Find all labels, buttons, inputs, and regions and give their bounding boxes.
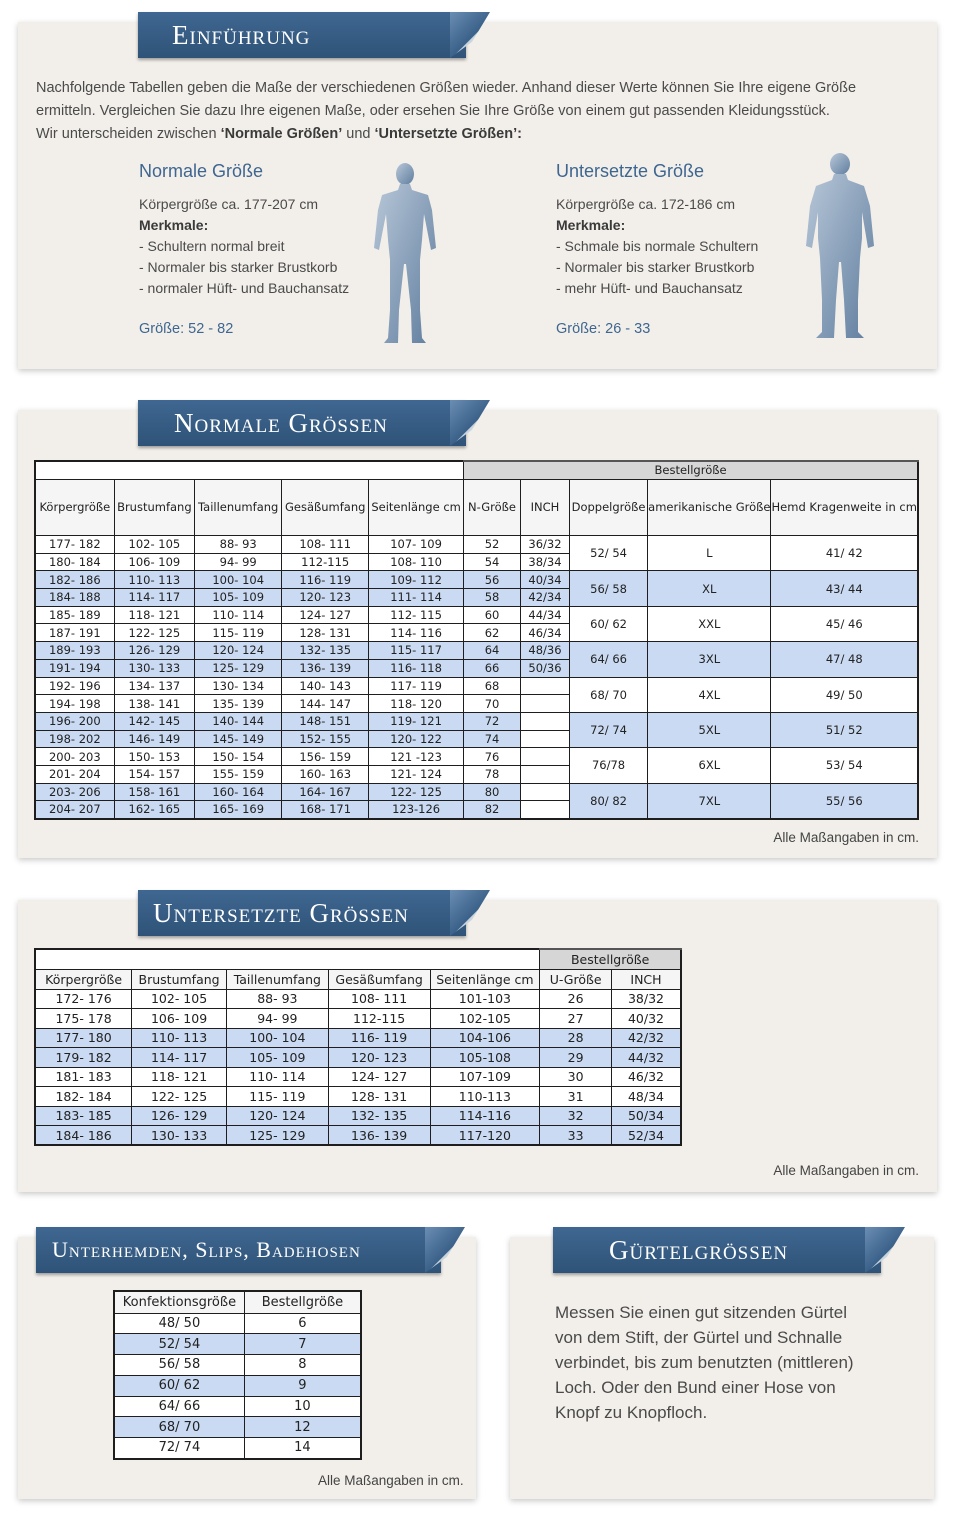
table-cell: 180- 184 [35, 553, 114, 571]
table-row [35, 748, 918, 766]
table-header-spacer [35, 949, 540, 969]
table-cell: 124- 127 [328, 1067, 430, 1087]
column-header: Taillenumfang [226, 969, 328, 989]
table-cell: 105-108 [430, 1048, 540, 1068]
table-cell: 106- 109 [114, 553, 194, 571]
underwear-note: Alle Maßangaben in cm. [318, 1473, 464, 1488]
table-cell [520, 783, 569, 801]
table-cell: 112- 115 [369, 606, 464, 624]
table-cell: 109- 112 [369, 571, 464, 589]
under-body-figure-icon [792, 150, 888, 345]
table-cell: 8 [244, 1355, 361, 1376]
table-cell: 49/ 50 [771, 677, 918, 712]
normal-feature-2: - Normaler bis starker Brustkorb [139, 259, 338, 275]
table-cell: 182- 184 [35, 1087, 132, 1107]
table-cell: 112-115 [282, 553, 369, 571]
table-cell: 29 [540, 1048, 612, 1068]
table-cell: 119- 121 [369, 712, 464, 730]
column-header: Seitenlänge cm [430, 969, 540, 989]
table-cell: 48/34 [611, 1087, 681, 1107]
table-cell: 125- 129 [195, 659, 282, 677]
table-cell [520, 765, 569, 783]
table-cell: 154- 157 [114, 765, 194, 783]
table-cell: 60/ 62 [569, 606, 647, 641]
table-cell: 140- 143 [282, 677, 369, 695]
table-cell: 117- 119 [369, 677, 464, 695]
normal-sizes-banner [138, 400, 466, 446]
table-cell: 118- 121 [132, 1067, 227, 1087]
table-cell: 165- 169 [195, 801, 282, 819]
table-cell: 102-105 [430, 1009, 540, 1029]
table-row [35, 606, 918, 624]
table-cell: 72 [464, 712, 521, 730]
under-size-range: Größe: 26 - 33 [556, 321, 651, 337]
table-cell: 122- 125 [132, 1087, 227, 1107]
table-cell: 140- 144 [195, 712, 282, 730]
table-cell: 76/78 [569, 748, 647, 783]
table-cell: 130- 134 [195, 677, 282, 695]
table-cell: 9 [244, 1375, 361, 1396]
table-cell [520, 730, 569, 748]
table-cell: 116- 118 [369, 659, 464, 677]
table-row [35, 677, 918, 695]
table-cell: 58 [464, 589, 521, 607]
intro-under-emphasis: ‘Untersetzte Größen’: [374, 126, 522, 142]
table-row [35, 536, 918, 554]
table-row [35, 989, 681, 1009]
normal-size-range: Größe: 52 - 82 [139, 321, 234, 337]
table-cell: 110- 114 [226, 1067, 328, 1087]
table-cell [520, 695, 569, 713]
table-cell: 6XL [648, 748, 771, 783]
table-cell: 118- 120 [369, 695, 464, 713]
table-cell: 156- 159 [282, 748, 369, 766]
table-cell: 43/ 44 [771, 571, 918, 606]
table-cell: 120- 124 [195, 642, 282, 660]
table-cell: 134- 137 [114, 677, 194, 695]
normal-feature-3: - normaler Hüft- und Bauchansatz [139, 280, 350, 296]
table-cell: XL [648, 571, 771, 606]
table-row [114, 1375, 361, 1396]
under-feature-2: - Normaler bis starker Brustkorb [556, 259, 755, 275]
table-cell: 44/32 [611, 1048, 681, 1068]
under-sizes-banner-title: Untersetzte Grössen [153, 898, 409, 928]
intro-paragraph-1: Nachfolgende Tabellen geben die Maße der verschiedenen Größen wieder. Anhand dieser Werte können Sie Ihre eigene Größe ermitteln. Vergleichen Sie dazu Ihre eigenen Maße, oder ersehen Sie Ihre Größe von einem gut passenden Kleidungsstück. [36, 80, 857, 119]
table-cell: 78 [464, 765, 521, 783]
table-row [35, 783, 918, 801]
table-cell: 74 [464, 730, 521, 748]
table-cell: 117-120 [430, 1126, 540, 1146]
table-cell: 31 [540, 1087, 612, 1107]
column-header: Körpergröße [35, 969, 132, 989]
table-cell: 203- 206 [35, 783, 114, 801]
table-cell: 46/34 [520, 624, 569, 642]
table-cell: 56/ 58 [569, 571, 647, 606]
table-cell: 30 [540, 1067, 612, 1087]
table-cell: 120- 123 [282, 589, 369, 607]
table-cell: 108- 111 [328, 989, 430, 1009]
table-cell: 120- 123 [328, 1048, 430, 1068]
intro-banner [138, 12, 466, 58]
table-cell: 64 [464, 642, 521, 660]
table-cell: 28 [540, 1028, 612, 1048]
normal-feature-1: - Schultern normal breit [139, 238, 285, 254]
table-cell: 64/ 66 [569, 642, 647, 677]
table-cell: 116- 119 [282, 571, 369, 589]
table-cell: 105- 109 [226, 1048, 328, 1068]
table-cell: 123-126 [369, 801, 464, 819]
table-cell: 88- 93 [195, 536, 282, 554]
table-cell: 60/ 62 [114, 1375, 244, 1396]
normal-size-title: Normale Größe [139, 161, 264, 181]
table-cell: 194- 198 [35, 695, 114, 713]
table-cell: 111- 114 [369, 589, 464, 607]
table-cell: 44/34 [520, 606, 569, 624]
table-cell: 162- 165 [114, 801, 194, 819]
table-cell: 145- 149 [195, 730, 282, 748]
table-cell: 56 [464, 571, 521, 589]
table-cell: 130- 133 [132, 1126, 227, 1146]
table-cell: 50/34 [611, 1106, 681, 1126]
table-cell: 38/34 [520, 553, 569, 571]
table-cell: 136- 139 [328, 1126, 430, 1146]
table-cell: 100- 104 [226, 1028, 328, 1048]
table-cell: 42/32 [611, 1028, 681, 1048]
column-header: Brustumfang [114, 480, 194, 536]
table-row [114, 1417, 361, 1438]
table-cell: 76 [464, 748, 521, 766]
table-cell: 150- 154 [195, 748, 282, 766]
table-cell: 112-115 [328, 1009, 430, 1029]
table-cell: 52/ 54 [569, 536, 647, 571]
table-cell: 177- 182 [35, 536, 114, 554]
table-cell: 107- 109 [369, 536, 464, 554]
table-cell: 68/ 70 [114, 1417, 244, 1438]
column-header: Gesäßumfang [328, 969, 430, 989]
table-cell: 135- 139 [195, 695, 282, 713]
table-row [114, 1438, 361, 1459]
intro-banner-title: Einführung [172, 20, 311, 50]
table-cell: 189- 193 [35, 642, 114, 660]
table-row [35, 1048, 681, 1068]
table-cell: 47/ 48 [771, 642, 918, 677]
table-cell [520, 712, 569, 730]
table-row [114, 1313, 361, 1334]
table-cell: 184- 188 [35, 589, 114, 607]
column-header: Doppelgröße [569, 480, 647, 536]
belt-banner [553, 1227, 881, 1273]
table-cell: 132- 135 [282, 642, 369, 660]
table-cell: 82 [464, 801, 521, 819]
table-cell: 32 [540, 1106, 612, 1126]
table-cell: 204- 207 [35, 801, 114, 819]
table-cell: 182- 186 [35, 571, 114, 589]
underwear-table [113, 1290, 362, 1460]
table-cell: 158- 161 [114, 783, 194, 801]
table-cell: 62 [464, 624, 521, 642]
table-cell [520, 748, 569, 766]
table-cell [520, 677, 569, 695]
normal-sizes-table [34, 460, 919, 820]
belt-banner-title: Gürtelgrössen [609, 1235, 789, 1265]
table-cell: 121 -123 [369, 748, 464, 766]
table-cell: 55/ 56 [771, 783, 918, 818]
table-row [35, 1009, 681, 1029]
under-sizes-note: Alle Maßangaben in cm. [773, 1163, 919, 1178]
table-cell: 4XL [648, 677, 771, 712]
table-cell: 196- 200 [35, 712, 114, 730]
table-cell: 114- 116 [369, 624, 464, 642]
table-cell: 94- 99 [195, 553, 282, 571]
table-cell: 120- 122 [369, 730, 464, 748]
table-cell: 6 [244, 1313, 361, 1334]
table-cell: 46/32 [611, 1067, 681, 1087]
table-cell: 185- 189 [35, 606, 114, 624]
table-cell: 54 [464, 553, 521, 571]
table-cell: 168- 171 [282, 801, 369, 819]
table-cell: 12 [244, 1417, 361, 1438]
table-cell: 181- 183 [35, 1067, 132, 1087]
table-cell: 191- 194 [35, 659, 114, 677]
table-cell: 200- 203 [35, 748, 114, 766]
table-cell: 183- 185 [35, 1106, 132, 1126]
table-cell: 164- 167 [282, 783, 369, 801]
table-cell: 136- 139 [282, 659, 369, 677]
column-header: Konfektionsgröße [114, 1291, 244, 1313]
table-cell: 88- 93 [226, 989, 328, 1009]
table-cell: 10 [244, 1396, 361, 1417]
table-cell: 68/ 70 [569, 677, 647, 712]
table-cell: 53/ 54 [771, 748, 918, 783]
table-cell: 146- 149 [114, 730, 194, 748]
table-cell: 108- 111 [282, 536, 369, 554]
table-cell: 80 [464, 783, 521, 801]
column-header: Hemd Kragenweite in cm [771, 480, 918, 536]
intro-and: und [342, 126, 375, 142]
table-cell: 104-106 [430, 1028, 540, 1048]
table-header-row [35, 969, 681, 989]
normal-features-label: Merkmale: [139, 217, 209, 233]
table-cell: 121- 124 [369, 765, 464, 783]
table-cell: 70 [464, 695, 521, 713]
under-sizes-banner [138, 890, 466, 936]
table-cell: 128- 131 [282, 624, 369, 642]
table-row [35, 1126, 681, 1146]
table-cell: 51/ 52 [771, 712, 918, 747]
normal-size-height: Körpergröße ca. 177-207 cm [139, 196, 318, 212]
table-cell: 115- 119 [226, 1087, 328, 1107]
table-cell: 3XL [648, 642, 771, 677]
table-header-spacer [35, 461, 464, 480]
table-row [35, 1087, 681, 1107]
table-cell: 120- 124 [226, 1106, 328, 1126]
table-cell: 94- 99 [226, 1009, 328, 1029]
column-header: amerikanische Größe [648, 480, 771, 536]
table-cell: 66 [464, 659, 521, 677]
normal-body-figure-icon [360, 160, 450, 350]
intro-normal-emphasis: ‘Normale Größen’ [220, 126, 343, 142]
table-cell: 38/32 [611, 989, 681, 1009]
table-cell: 56/ 58 [114, 1355, 244, 1376]
table-cell: 40/34 [520, 571, 569, 589]
table-cell: 108- 110 [369, 553, 464, 571]
column-header: INCH [520, 480, 569, 536]
table-cell: 142- 145 [114, 712, 194, 730]
table-cell: 110- 113 [132, 1028, 227, 1048]
table-cell: 114-116 [430, 1106, 540, 1126]
intro-paragraph-2-prefix: Wir unterscheiden zwischen [36, 126, 221, 142]
normal-sizes-note: Alle Maßangaben in cm. [773, 830, 919, 845]
normal-sizes-banner-title: Normale Grössen [174, 408, 388, 438]
normal-size-block [139, 161, 369, 340]
column-header: Gesäßumfang [282, 480, 369, 536]
table-cell: 110-113 [430, 1087, 540, 1107]
table-cell: 50/36 [520, 659, 569, 677]
table-cell: L [648, 536, 771, 571]
table-cell: 179- 182 [35, 1048, 132, 1068]
table-cell: 122- 125 [114, 624, 194, 642]
column-header: U-Größe [540, 969, 612, 989]
table-header-row [114, 1291, 361, 1313]
table-cell: 177- 180 [35, 1028, 132, 1048]
table-cell: 100- 104 [195, 571, 282, 589]
table-row [35, 712, 918, 730]
table-cell: 64/ 66 [114, 1396, 244, 1417]
under-feature-1: - Schmale bis normale Schultern [556, 238, 759, 254]
table-cell: 36/32 [520, 536, 569, 554]
table-row [35, 1067, 681, 1087]
table-cell: 192- 196 [35, 677, 114, 695]
order-size-group-header: Bestellgröße [464, 461, 918, 480]
table-cell: 72/ 74 [114, 1438, 244, 1459]
table-cell: 45/ 46 [771, 606, 918, 641]
table-cell: 5XL [648, 712, 771, 747]
table-row [114, 1355, 361, 1376]
table-cell: 172- 176 [35, 989, 132, 1009]
table-cell: 116- 119 [328, 1028, 430, 1048]
table-cell: 160- 163 [282, 765, 369, 783]
under-size-title: Untersetzte Größe [556, 161, 705, 181]
table-cell: 114- 117 [132, 1048, 227, 1068]
table-cell: 132- 135 [328, 1106, 430, 1126]
table-row [35, 1106, 681, 1126]
table-cell: 7 [244, 1334, 361, 1355]
table-cell: 198- 202 [35, 730, 114, 748]
table-cell: 110- 113 [114, 571, 194, 589]
table-cell: 102- 105 [132, 989, 227, 1009]
table-cell: 187- 191 [35, 624, 114, 642]
table-cell: 175- 178 [35, 1009, 132, 1029]
column-header: Körpergröße [35, 480, 114, 536]
under-size-block [556, 161, 786, 340]
underwear-banner-title: Unterhemden, Slips, Badehosen [52, 1237, 361, 1262]
column-header: N-Größe [464, 480, 521, 536]
under-features-label: Merkmale: [556, 217, 626, 233]
table-cell: 138- 141 [114, 695, 194, 713]
table-cell: 201- 204 [35, 765, 114, 783]
order-size-group-header: Bestellgröße [540, 949, 681, 969]
table-cell: 26 [540, 989, 612, 1009]
table-cell: 130- 133 [114, 659, 194, 677]
column-header: Seitenlänge cm [369, 480, 464, 536]
table-cell: 184- 186 [35, 1126, 132, 1146]
table-cell: 110- 114 [195, 606, 282, 624]
intro-text [36, 77, 916, 146]
table-cell: 105- 109 [195, 589, 282, 607]
table-cell: 114- 117 [114, 589, 194, 607]
table-cell: 102- 105 [114, 536, 194, 554]
table-cell: 68 [464, 677, 521, 695]
table-cell: 106- 109 [132, 1009, 227, 1029]
table-cell: 160- 164 [195, 783, 282, 801]
table-cell: 40/32 [611, 1009, 681, 1029]
table-cell: 52/ 54 [114, 1334, 244, 1355]
table-cell: XXL [648, 606, 771, 641]
table-cell [520, 801, 569, 819]
table-cell: 122- 125 [369, 783, 464, 801]
table-cell: 80/ 82 [569, 783, 647, 818]
table-cell: 107-109 [430, 1067, 540, 1087]
under-sizes-table [34, 948, 682, 1146]
table-cell: 155- 159 [195, 765, 282, 783]
table-cell: 115- 119 [195, 624, 282, 642]
under-feature-3: - mehr Hüft- und Bauchansatz [556, 280, 743, 296]
column-header: INCH [611, 969, 681, 989]
table-cell: 124- 127 [282, 606, 369, 624]
belt-instructions: Messen Sie einen gut sitzenden Gürtel von dem Stift, der Gürtel und Schnalle verbindet, bis zum benutzten (mittleren) Loch. Oder den Bund einer Hose von Knopf zu Knopfloch. [555, 1303, 854, 1422]
table-cell: 33 [540, 1126, 612, 1146]
table-header-row [35, 480, 918, 536]
table-cell: 115- 117 [369, 642, 464, 660]
table-cell: 152- 155 [282, 730, 369, 748]
table-cell: 60 [464, 606, 521, 624]
table-cell: 48/36 [520, 642, 569, 660]
table-cell: 48/ 50 [114, 1313, 244, 1334]
table-cell: 150- 153 [114, 748, 194, 766]
column-header: Brustumfang [132, 969, 227, 989]
table-cell: 118- 121 [114, 606, 194, 624]
table-cell: 126- 129 [114, 642, 194, 660]
column-header: Taillenumfang [195, 480, 282, 536]
table-cell: 101-103 [430, 989, 540, 1009]
table-row [35, 571, 918, 589]
table-cell: 126- 129 [132, 1106, 227, 1126]
table-cell: 41/ 42 [771, 536, 918, 571]
table-cell: 27 [540, 1009, 612, 1029]
table-cell: 42/34 [520, 589, 569, 607]
table-cell: 7XL [648, 783, 771, 818]
underwear-banner [36, 1227, 441, 1273]
table-cell: 125- 129 [226, 1126, 328, 1146]
table-cell: 14 [244, 1438, 361, 1459]
table-row [114, 1396, 361, 1417]
under-size-height: Körpergröße ca. 172-186 cm [556, 196, 735, 212]
table-row [114, 1334, 361, 1355]
table-cell: 52 [464, 536, 521, 554]
table-row [35, 642, 918, 660]
table-cell: 128- 131 [328, 1087, 430, 1107]
table-cell: 52/34 [611, 1126, 681, 1146]
table-cell: 72/ 74 [569, 712, 647, 747]
column-header: Bestellgröße [244, 1291, 361, 1313]
table-row [35, 1028, 681, 1048]
table-cell: 148- 151 [282, 712, 369, 730]
table-cell: 144- 147 [282, 695, 369, 713]
